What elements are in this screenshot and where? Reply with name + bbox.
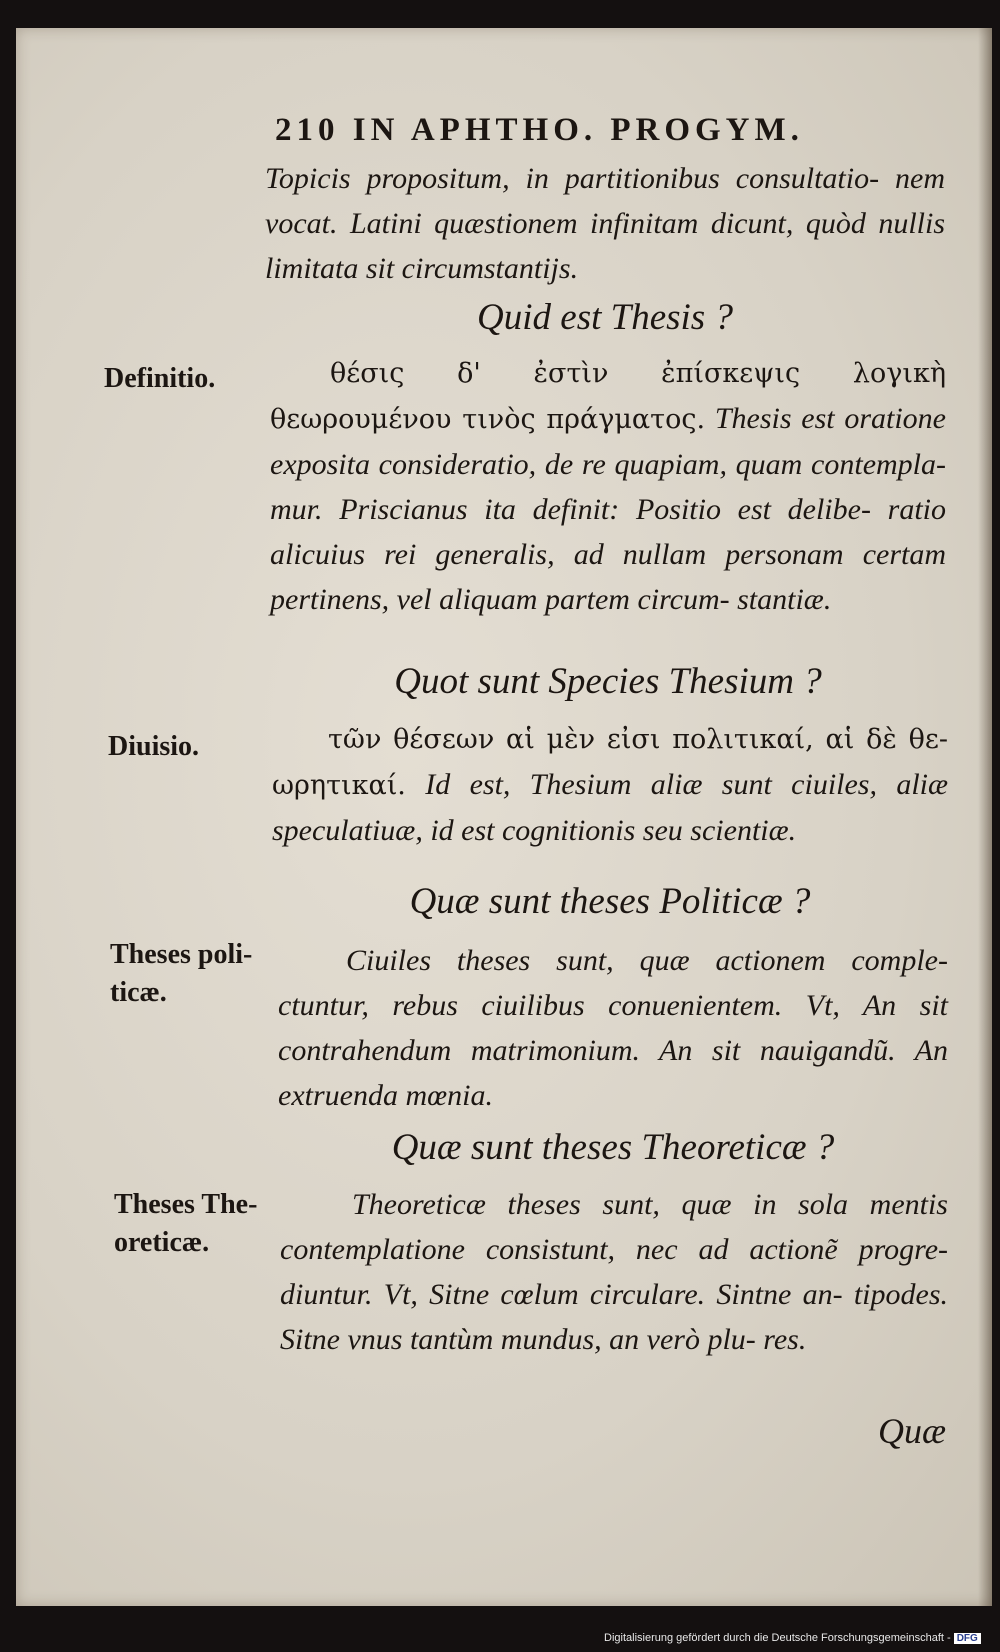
theoreticae-text: Theoreticæ theses sunt, quæ in sola mentis contemplatione consistunt, nec ad actionẽ progre- diuntur. Vt, Sitne cœlum circulare. Sintne an- tipodes. Sitne vnus tantùm mundus, an verò plu- res.	[280, 1188, 948, 1356]
latin-definition: Thesis est oratione exposita consideratio, de re quapiam, quam contempla- mur. Priscianus ita definit: Positio est delibe- ratio alicuius rei generalis, ad nullam personam certam pertinens, vel aliquam partem circum- stantiæ.	[270, 402, 946, 616]
question-theses-politicae: Quæ sunt theses Politicæ ?	[409, 881, 811, 922]
catchword: Quæ	[878, 1411, 947, 1451]
question-quid-est-thesis: Quid est Thesis ?	[477, 297, 733, 338]
margin-note-definitio: Definitio.	[104, 363, 216, 394]
theoreticae-paragraph	[280, 1182, 948, 1362]
margin-note-diuisio: Diuisio.	[108, 731, 200, 762]
division-paragraph	[272, 716, 948, 853]
question-theses-theoreticae: Quæ sunt theses Theoreticæ ?	[391, 1127, 835, 1168]
dfg-logo: DFG	[954, 1633, 981, 1644]
footer-credit	[604, 1632, 984, 1644]
book-page	[16, 28, 992, 1606]
margin-note-theses-politicae: Theses poli- ticæ.	[110, 939, 253, 1008]
politicae-paragraph	[278, 938, 948, 1118]
intro-paragraph: Topicis propositum, in partitionibus consultatio- nem vocat. Latini quæstionem infinitam dicunt, quòd nullis limitata sit circumstantijs.	[265, 162, 945, 285]
footer-text: Digitalisierung gefördert durch die Deutsche Forschungsgemeinschaft -	[604, 1632, 951, 1644]
definition-paragraph	[270, 350, 946, 622]
greek-definition: θέσις δ' ἐστὶν ἐπίσκεψις λογικὴ θεωρουμένου τινὸς πράγματος.	[270, 358, 946, 435]
running-header: 210 IN APHTHO. PROGYM.	[275, 112, 804, 148]
politicae-text: Ciuiles theses sunt, quæ actionem comple- ctuntur, rebus ciuilibus conuenientem. Vt, An sit contrahendum matrimonium. An sit nauigandũ. An extruenda mœnia.	[278, 944, 948, 1112]
latin-division: Id est, Thesium aliæ sunt ciuiles, aliæ speculatiuæ, id est cognitionis seu scientiæ.	[272, 768, 949, 847]
greek-division: τῶν θέσεων αἱ μὲν εἰσι πολιτικαί, αἱ δὲ θε- ωρητικαί.	[272, 724, 948, 801]
question-quot-sunt-species: Quot sunt Species Thesium ?	[394, 661, 822, 702]
margin-note-theses-theoreticae: Theses The- oreticæ.	[114, 1189, 258, 1258]
